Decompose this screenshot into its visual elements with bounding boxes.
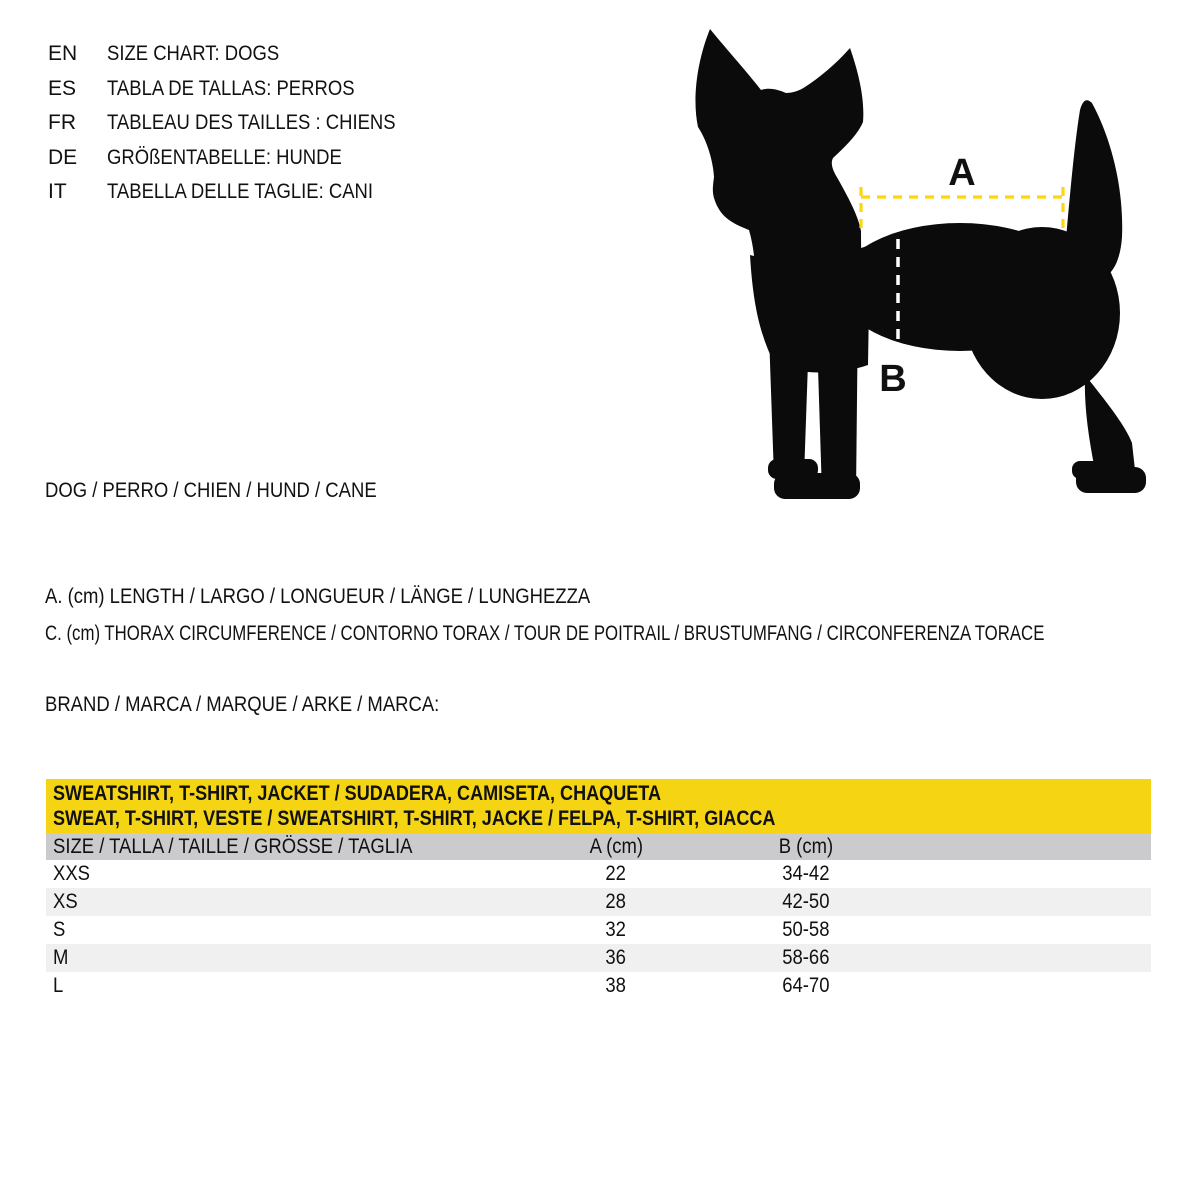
size-value: M [53, 946, 69, 969]
table-header-row [46, 833, 1151, 860]
b-value: 64-70 [782, 974, 830, 997]
b-value: 42-50 [782, 890, 830, 913]
banner-line-2-text: SWEAT, T-SHIRT, VESTE / SWEATSHIRT, T-SHIRT, JACKE / FELPA, T-SHIRT, GIACCA [53, 807, 776, 830]
banner-line-2 [53, 806, 1151, 831]
lang-code: ES [48, 76, 77, 100]
a-value: 22 [605, 862, 627, 885]
lang-title: TABLEAU DES TAILLES : CHIENS [107, 111, 396, 135]
banner-line-1-text: SWEATSHIRT, T-SHIRT, JACKET / SUDADERA, CAMISETA, CHAQUETA [53, 782, 662, 805]
language-title-list [48, 37, 435, 210]
dog-silhouette-graphic [680, 15, 1180, 515]
size-cell [46, 946, 486, 970]
b-cell [746, 862, 866, 886]
lang-row-fr [48, 106, 435, 141]
size-cell [46, 890, 486, 914]
b-value: 34-42 [782, 862, 830, 885]
brand-line [45, 694, 493, 716]
size-cell [46, 862, 486, 886]
b-cell [746, 890, 866, 914]
size-cell [46, 974, 486, 998]
size-cell [46, 918, 486, 942]
lang-title: SIZE CHART: DOGS [107, 42, 280, 65]
lang-title: GRÖßENTABELLE: HUNDE [107, 145, 342, 169]
dog-measurement-figure [680, 15, 1180, 515]
a-cell [486, 918, 746, 942]
a-cell [486, 862, 746, 886]
table-row [46, 972, 1151, 1000]
size-value: L [53, 974, 64, 997]
lang-row-es [48, 72, 435, 107]
a-cell [486, 974, 746, 998]
legend-line-c-text: C. (cm) THORAX CIRCUMFERENCE / CONTORNO TORAX / TOUR DE POITRAIL / BRUSTUMFANG / CIRCONFERENZA TORACE [45, 622, 1045, 645]
a-value: 36 [605, 946, 627, 969]
table-banner [46, 779, 1151, 833]
table-row [46, 916, 1151, 944]
lang-row-en [48, 37, 435, 72]
banner-line-1 [53, 781, 1151, 806]
size-value: XXS [53, 862, 90, 885]
b-cell [746, 974, 866, 998]
table-row [46, 888, 1151, 916]
figure-caption [45, 480, 422, 502]
table-row [46, 860, 1151, 888]
lang-code: FR [48, 111, 76, 135]
column-header-size [46, 835, 486, 859]
b-cell [746, 918, 866, 942]
size-value: XS [53, 890, 78, 913]
legend-line-a [45, 586, 665, 608]
column-header-a [486, 835, 746, 859]
size-value: S [53, 918, 66, 941]
lang-code: EN [48, 42, 78, 65]
dog-silhouette [695, 29, 1146, 499]
lang-code: IT [48, 180, 67, 204]
lang-row-it [48, 175, 435, 210]
table-row [46, 944, 1151, 972]
marker-a-label: A [948, 152, 976, 194]
lang-code: DE [48, 145, 78, 169]
size-table [46, 779, 1151, 1000]
legend-line-a-text: A. (cm) LENGTH / LARGO / LONGUEUR / LÄNGE / LUNGHEZZA [45, 585, 591, 608]
marker-b-label: B [879, 358, 907, 400]
lang-row-de [48, 141, 435, 176]
column-header-b-text: B (cm) [778, 834, 834, 858]
a-cell [486, 890, 746, 914]
b-value: 50-58 [782, 918, 830, 941]
column-header-a-text: A (cm) [589, 834, 643, 858]
b-value: 58-66 [782, 946, 830, 969]
figure-caption-text: DOG / PERRO / CHIEN / HUND / CANE [45, 479, 377, 502]
a-value: 28 [605, 890, 627, 913]
legend-line-c [45, 623, 1200, 645]
column-header-b [746, 835, 866, 859]
a-value: 38 [605, 974, 627, 997]
b-cell [746, 946, 866, 970]
a-value: 32 [605, 918, 627, 941]
a-cell [486, 946, 746, 970]
lang-title: TABLA DE TALLAS: PERROS [107, 76, 355, 100]
brand-line-text: BRAND / MARCA / MARQUE / ARKE / MARCA: [45, 693, 440, 716]
column-header-size-text: SIZE / TALLA / TAILLE / GRÖSSE / TAGLIA [53, 834, 413, 858]
lang-title: TABELLA DELLE TAGLIE: CANI [107, 180, 374, 204]
